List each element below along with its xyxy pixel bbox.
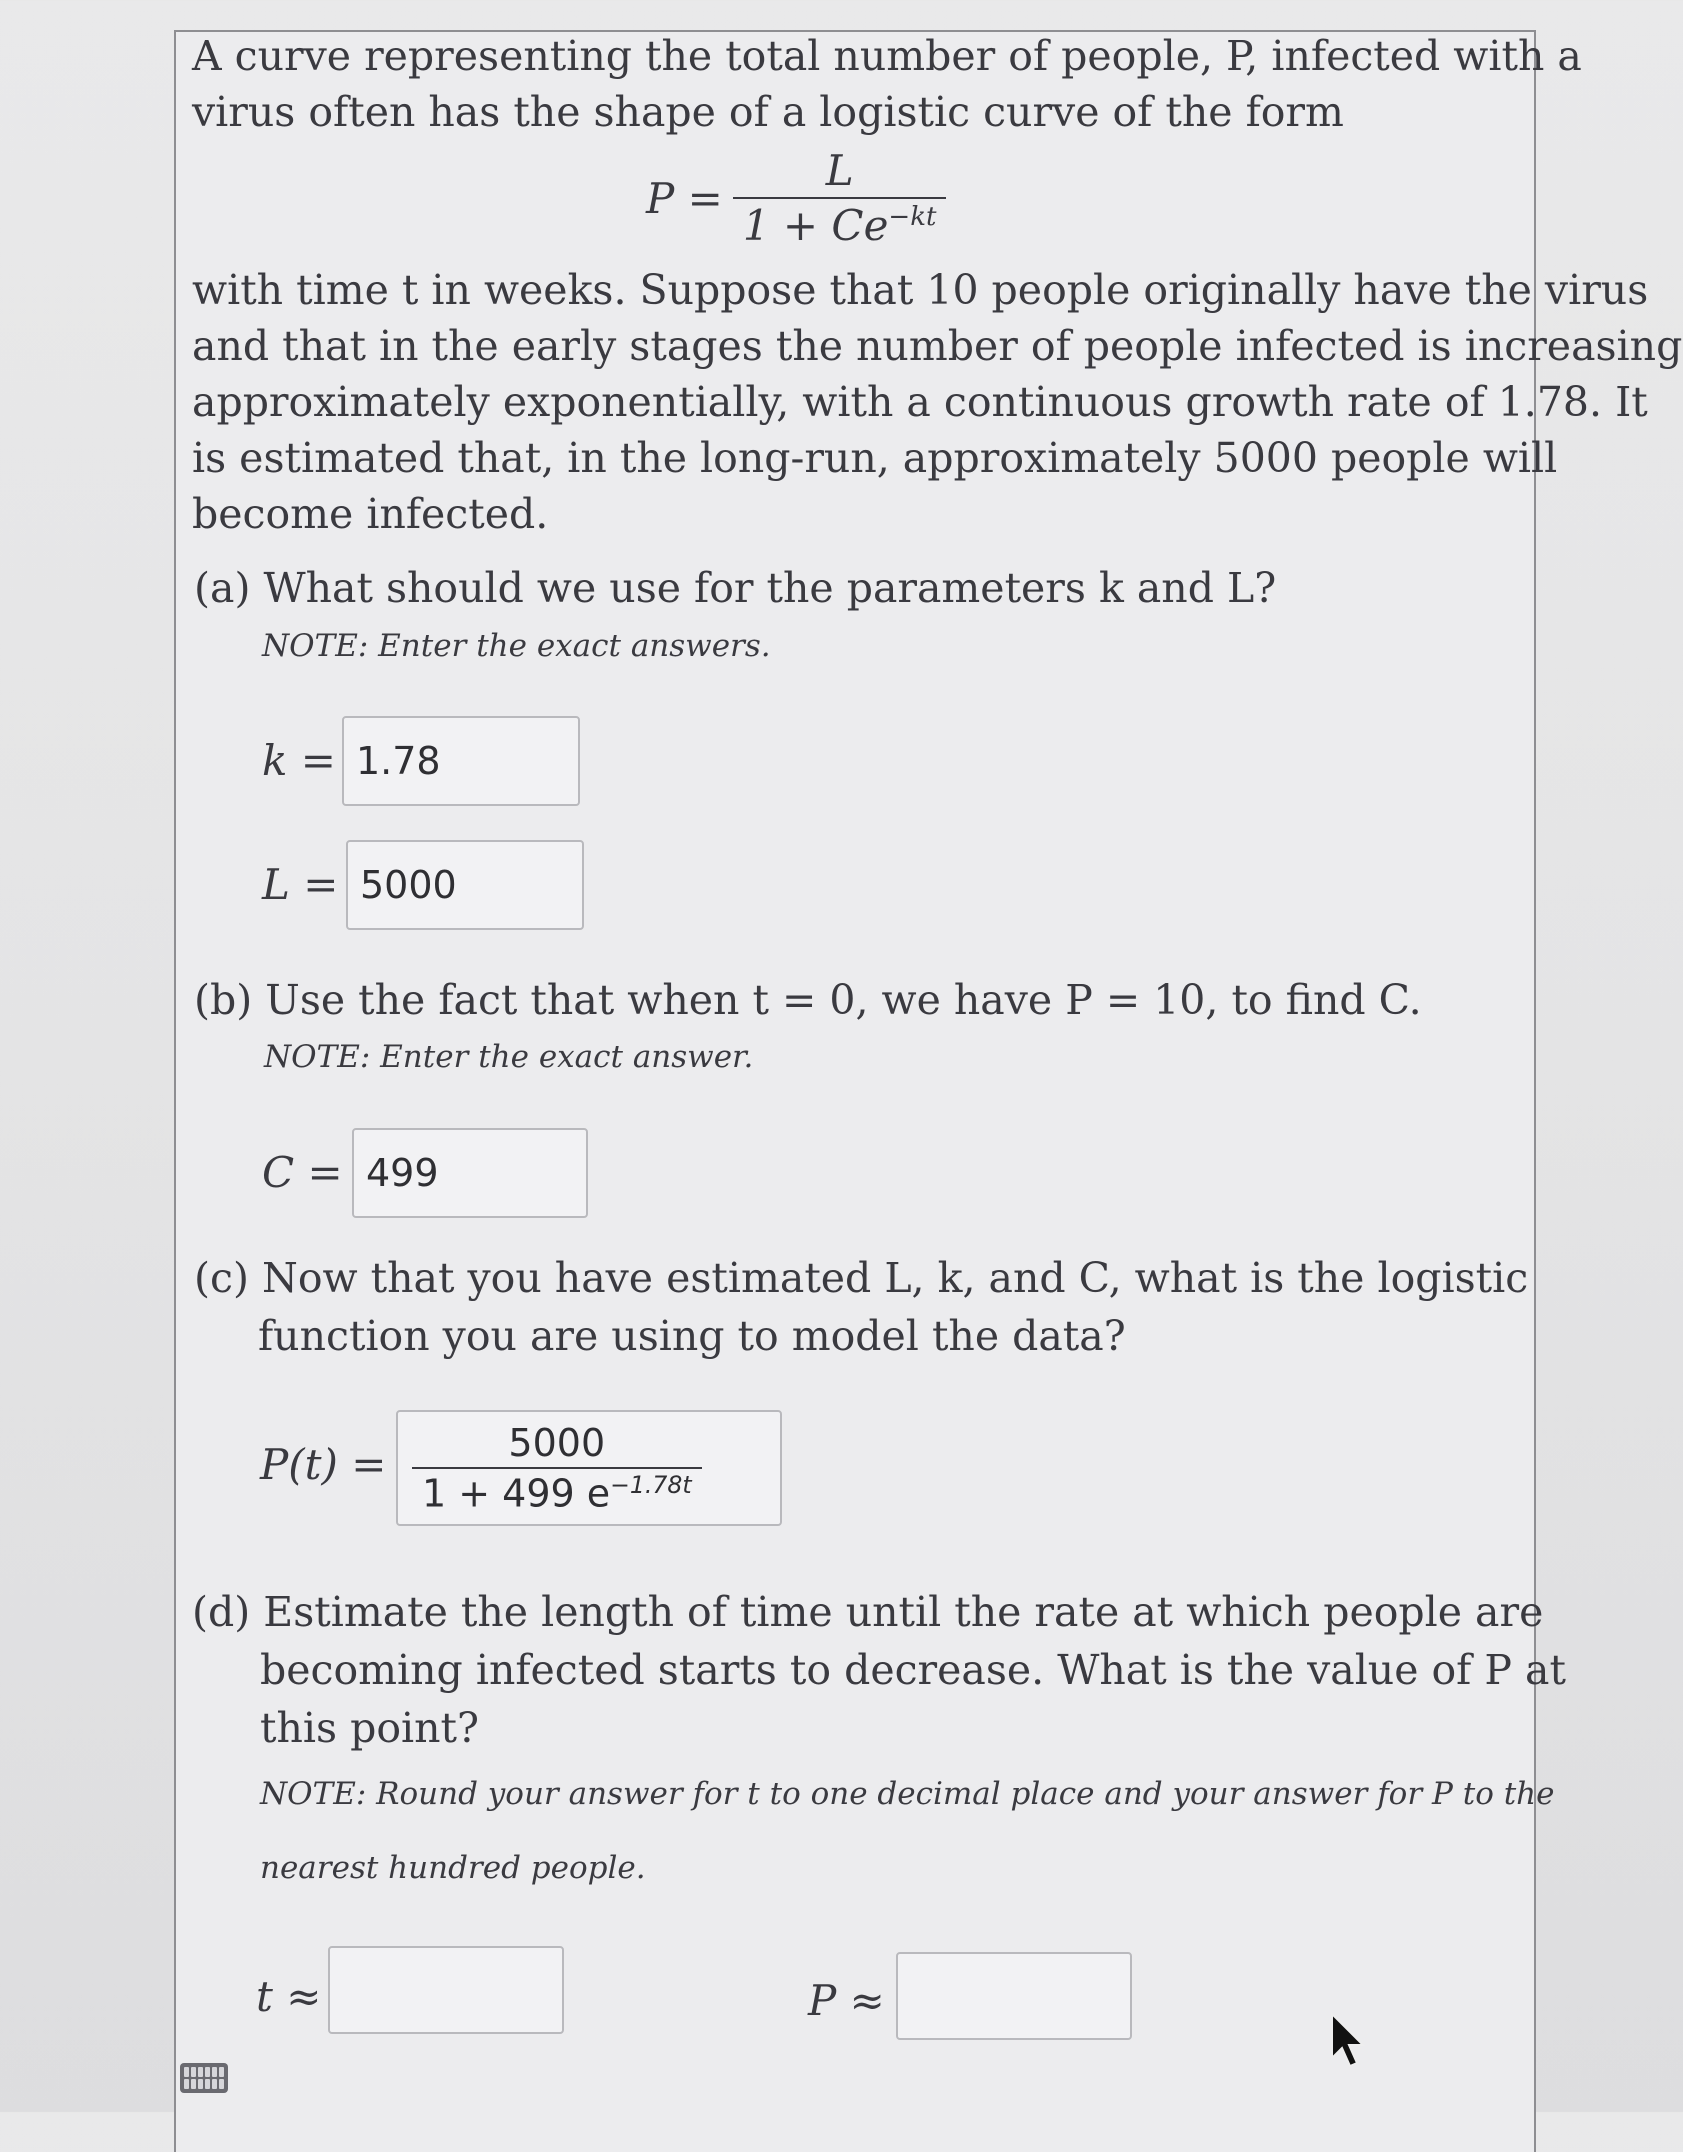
k-label: k = (262, 736, 336, 785)
P-approx-label: P ≈ (808, 1976, 885, 2025)
intro-line-1: A curve representing the total number of people, P, infected with a (192, 32, 1582, 80)
body-line-4: is estimated that, in the long-run, approximately 5000 people will (192, 434, 1558, 482)
t-input[interactable] (328, 1946, 564, 2034)
logistic-function-fraction (412, 1421, 702, 1516)
formula-lhs: P = (646, 173, 723, 223)
part-d-question-line-2: becoming infected starts to decrease. What is the value of P at (260, 1646, 1566, 1694)
body-line-3: approximately exponentially, with a continuous growth rate of 1.78. It (192, 378, 1648, 426)
formula-numerator: L (825, 146, 854, 195)
part-c-question-line-1: (c) Now that you have estimated L, k, and C, what is the logistic (194, 1254, 1529, 1302)
formula-denominator-exponent: −kt (888, 202, 937, 232)
part-d-question-line-3: this point? (260, 1704, 479, 1752)
part-b-note: NOTE: Enter the exact answer. (264, 1039, 754, 1075)
logistic-denominator-base: 1 + 499 e (422, 1471, 611, 1516)
P-of-t-label: P(t) = (260, 1440, 387, 1489)
k-input[interactable]: 1.78 (342, 716, 580, 806)
C-label: C = (262, 1148, 343, 1197)
logistic-denominator-exponent: −1.78t (610, 1470, 692, 1499)
L-input[interactable]: 5000 (346, 840, 584, 930)
part-d-note-line-1: NOTE: Round your answer for t to one decimal place and your answer for P to the (260, 1776, 1555, 1812)
part-d-note-line-2: nearest hundred people. (260, 1850, 646, 1886)
part-c-question-line-2: function you are using to model the data? (258, 1312, 1126, 1360)
keyboard-icon[interactable] (180, 2063, 228, 2093)
intro-line-2: virus often has the shape of a logistic curve of the form (192, 88, 1344, 136)
L-label: L = (262, 860, 339, 909)
formula-fraction (733, 146, 947, 250)
P-input[interactable] (896, 1952, 1132, 2040)
mouse-cursor-icon (1328, 2012, 1368, 2072)
part-d-question-line-1: (d) Estimate the length of time until the rate at which people are (192, 1588, 1544, 1636)
part-a-note: NOTE: Enter the exact answers. (262, 628, 771, 664)
logistic-numerator: 5000 (508, 1420, 606, 1465)
body-line-2: and that in the early stages the number of people infected is increasing (192, 322, 1683, 370)
formula-denominator-base: 1 + Ce (742, 201, 889, 250)
t-approx-label: t ≈ (256, 1972, 322, 2021)
C-input[interactable]: 499 (352, 1128, 588, 1218)
logistic-function-input[interactable] (396, 1410, 782, 1526)
body-line-1: with time t in weeks. Suppose that 10 people originally have the virus (192, 266, 1649, 314)
logistic-formula (646, 146, 946, 250)
logistic-denominator (412, 1469, 702, 1516)
formula-denominator (733, 199, 947, 250)
part-a-question: (a) What should we use for the parameters k and L? (194, 564, 1277, 612)
body-line-5: become infected. (192, 490, 549, 538)
part-b-question: (b) Use the fact that when t = 0, we have P = 10, to find C. (194, 976, 1422, 1024)
